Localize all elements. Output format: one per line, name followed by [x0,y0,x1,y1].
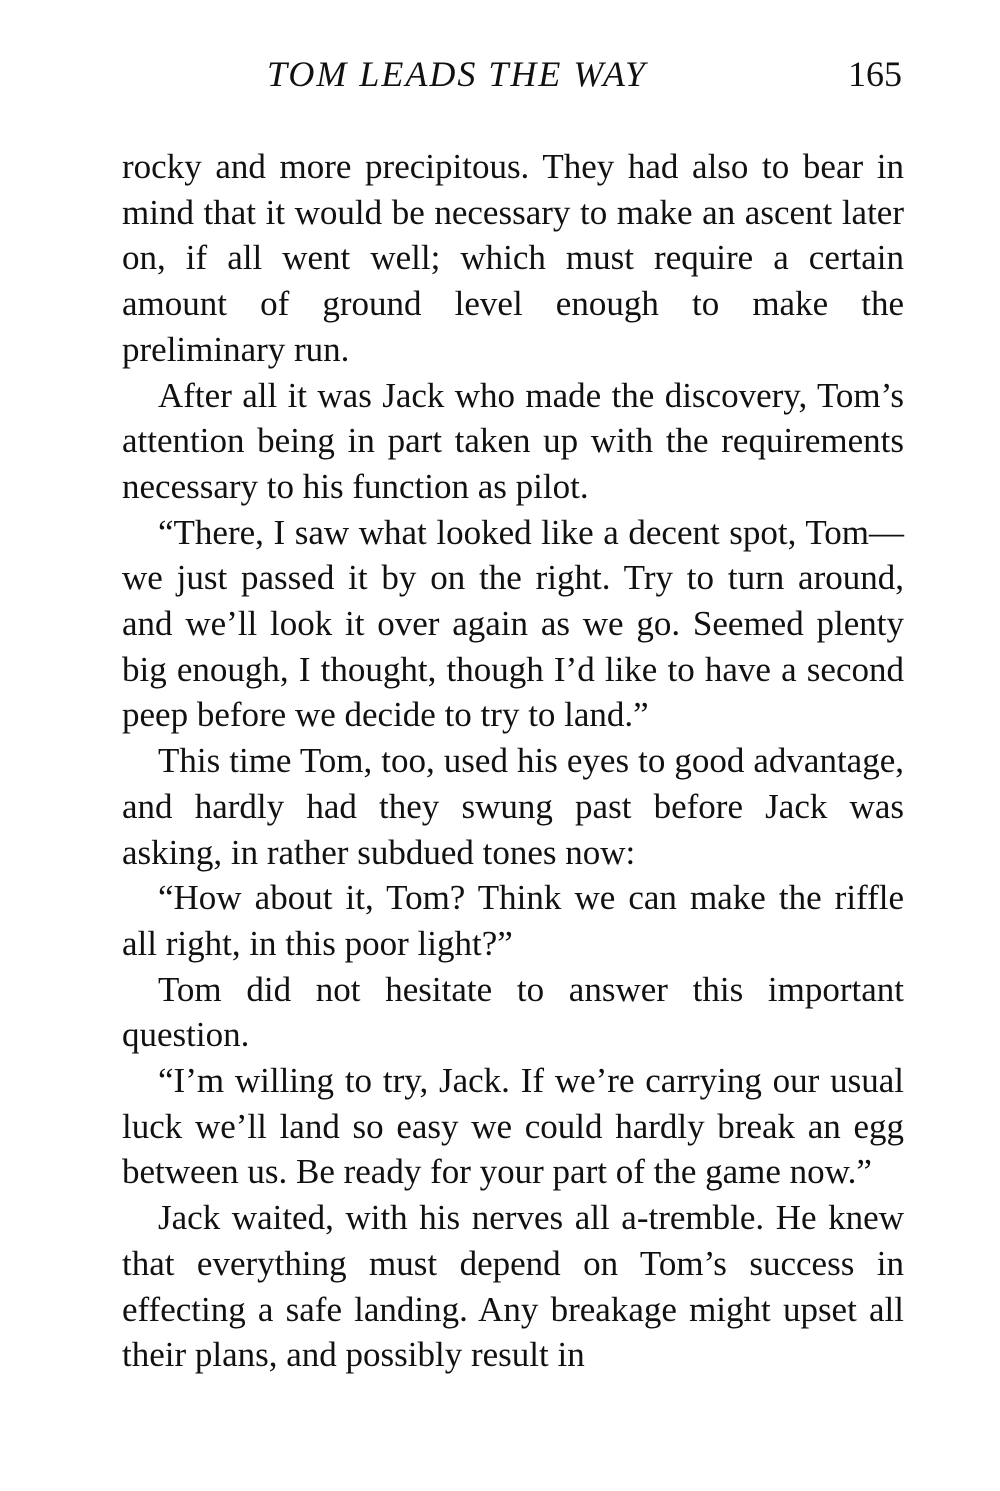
body-text [122,144,904,1378]
paragraph: “I’m willing to try, Jack. If we’re carrying our usual luck we’ll land so easy we could hardly break an egg between us. Be ready for your part of the game now.” [122,1061,904,1192]
running-title: TOM LEADS THE WAY [267,54,647,94]
paragraph: After all it was Jack who made the discovery, Tom’s attention being in part taken up with the requirements necessary to his function as pilot. [122,375,904,506]
page-number: 165 [848,54,902,94]
paragraph-continued: rocky and more precipitous. They had also to bear in mind that it would be necessary to make an ascent later on, if all went well; which must require a certain amount of ground level enough to make the preliminary run. [122,147,904,369]
paragraph: Tom did not hesitate to answer this important question. [122,969,904,1055]
paragraph: “How about it, Tom? Think we can make the riffle all right, in this poor light?” [122,878,904,963]
paragraph: This time Tom, too, used his eyes to good advantage, and hardly had they swung past before Jack was asking, in rather subdued tones now: [122,741,904,872]
running-head [122,50,906,98]
paragraph: Jack waited, with his nerves all a-tremble. He knew that everything must depend on Tom’s success in effecting a safe landing. Any breakage might upset all their plans, and possibly result in [122,1198,904,1375]
paragraph: “There, I saw what looked like a decent spot, Tom—we just passed it by on the right. Try to turn around, and we’ll look it over again as we go. Seemed plenty big enough, I thought, though I’d like to have a second peep before we decide to try to land.” [122,512,904,735]
